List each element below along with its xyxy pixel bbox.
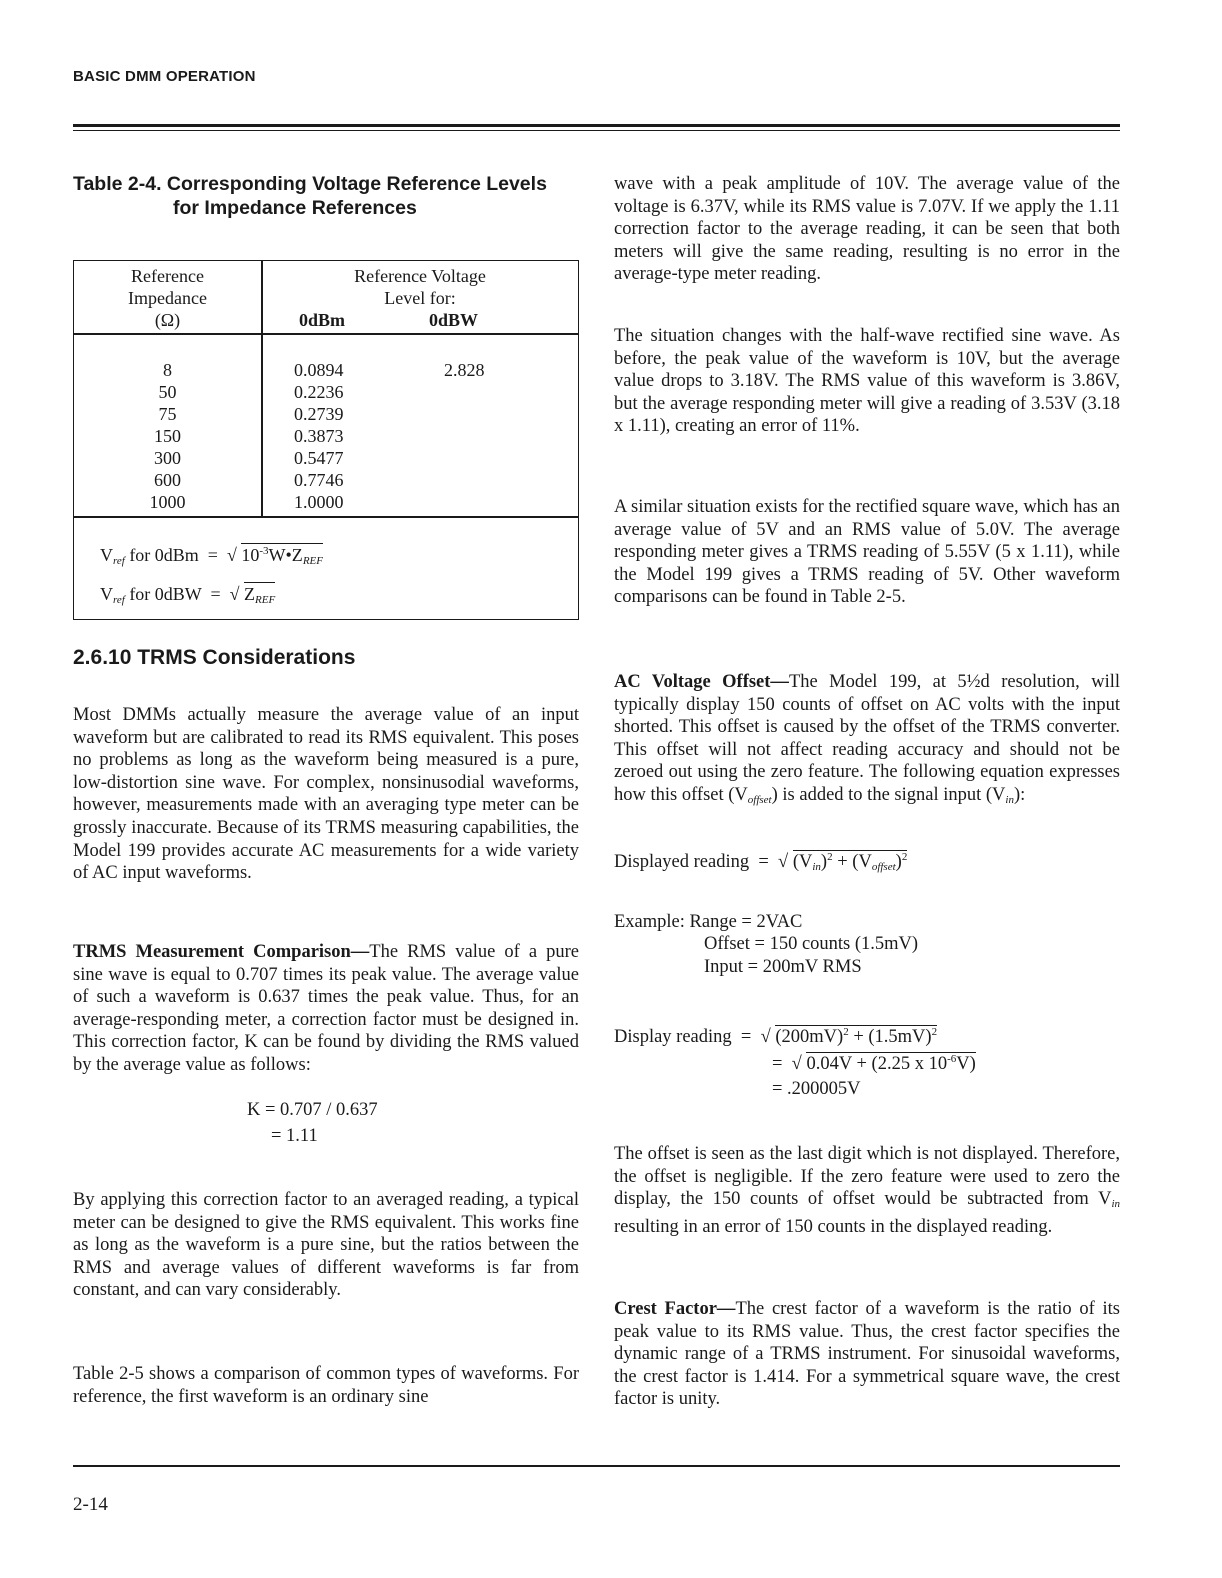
crest-factor-text: The crest factor of a waveform is the ratio of its peak value to its RMS value. Thus, the crest factor specifies the dynamic range of a TRMS instrument. For sinusoidal waveforms, the crest factor is 1.414. For a symmetrical square wave, the crest factor is unity. bbox=[614, 1299, 1120, 1410]
voltage-header bbox=[264, 265, 576, 309]
ac-offset-mid: ) is added to the signal input (V bbox=[771, 784, 1006, 805]
display-reading-radicand2 bbox=[806, 1052, 975, 1074]
formula2-v: V bbox=[100, 584, 113, 604]
ac-offset-end: ): bbox=[1013, 784, 1026, 805]
formula2-rad-sub: REF bbox=[255, 594, 276, 606]
running-header: BASIC DMM OPERATION bbox=[73, 68, 256, 85]
impedance-header-line2: Impedance bbox=[128, 288, 207, 308]
eq-a: (V bbox=[792, 852, 813, 872]
crest-factor-lead: Crest Factor— bbox=[614, 1299, 736, 1319]
disp-rad2: 0.04V + (2.25 x 10 bbox=[806, 1054, 948, 1074]
page-number: 2-14 bbox=[73, 1494, 108, 1515]
impedance-cell: 600 bbox=[154, 470, 181, 490]
table-column-divider bbox=[261, 261, 263, 516]
ac-offset-paragraph bbox=[614, 671, 1120, 812]
disp-rad2-exp: -6 bbox=[947, 1053, 957, 1065]
display-reading-label: Display reading = √ bbox=[614, 1027, 776, 1047]
offset-sub: offset bbox=[747, 793, 772, 806]
offset-result-end: resulting in an error of 150 counts in the displayed reading. bbox=[614, 1216, 1053, 1237]
crest-factor-paragraph bbox=[614, 1298, 1120, 1411]
k-result: = 1.11 bbox=[271, 1126, 318, 1146]
dbw-header: 0dBW bbox=[429, 310, 479, 330]
left-paragraph-4: Table 2-5 shows a comparison of common types of waveforms. For reference, the first waveform is an ordinary sine bbox=[73, 1364, 579, 1407]
dbm-cell: 1.0000 bbox=[294, 492, 344, 512]
formula2-rad: Z bbox=[244, 584, 256, 604]
table-title-line1: Table 2-4. Corresponding Voltage Reference Levels bbox=[73, 173, 547, 195]
formula2-radicand bbox=[244, 582, 275, 604]
impedance-cell: 8 bbox=[163, 360, 172, 380]
formula2-v-sub: ref bbox=[113, 594, 125, 606]
displayed-reading-equation bbox=[614, 846, 907, 879]
section-heading: 2.6.10 TRMS Considerations bbox=[73, 646, 356, 669]
formula1-rad-a: 10 bbox=[241, 545, 260, 565]
right-paragraph-offset-result bbox=[614, 1143, 1120, 1238]
ac-offset-lead: AC Voltage Offset— bbox=[614, 672, 789, 692]
table-title-line2: for Impedance References bbox=[173, 197, 417, 219]
impedance-cell: 1000 bbox=[149, 492, 186, 512]
disp-rad2-end: V) bbox=[956, 1054, 976, 1074]
dbm-cell: 0.2739 bbox=[294, 404, 344, 424]
dbm-cell: 0.7746 bbox=[294, 470, 344, 490]
table-header-divider bbox=[74, 333, 578, 335]
voltage-header-line2: Level for: bbox=[384, 288, 456, 308]
example-input: Input = 200mV RMS bbox=[704, 957, 862, 977]
displayed-reading-radicand: $(V_{in})^2 + (V_{offset})^2$ bbox=[792, 851, 908, 873]
eq-b: (V bbox=[852, 852, 872, 872]
impedance-cell: 50 bbox=[158, 382, 177, 402]
left-paragraph-2 bbox=[73, 941, 579, 1077]
dbm-header: 0dBm bbox=[299, 310, 346, 330]
footer-rule bbox=[73, 1465, 1120, 1467]
disp-rad1b: + (1.5mV) bbox=[848, 1027, 932, 1047]
trms-comparison-text: The RMS value of a pure sine wave is equal to 0.707 times its peak value. The average value of such a waveform is 0.637 times the peak value. Thus, for an average-responding meter, a correction factor must be designed in. This correction factor, K can be found by dividing the RMS valued by the average value as follows: bbox=[73, 942, 579, 1075]
dbm-cell: 0.5477 bbox=[294, 448, 344, 468]
table-formula-divider bbox=[74, 516, 578, 518]
trms-comparison-lead: TRMS Measurement Comparison— bbox=[73, 942, 370, 962]
formula1-rad-sub: REF bbox=[302, 555, 323, 567]
reference-levels-table bbox=[73, 260, 579, 620]
displayed-reading-label: Displayed reading = √ bbox=[614, 852, 793, 872]
formula1-rad-b: W•Z bbox=[268, 545, 303, 565]
impedance-cell: 75 bbox=[158, 404, 177, 424]
disp-rad1: (200mV) bbox=[775, 1027, 844, 1047]
impedance-header-line1: Reference bbox=[131, 266, 204, 286]
example-offset: Offset = 150 counts (1.5mV) bbox=[704, 934, 919, 954]
vref-dbm-formula bbox=[100, 540, 323, 572]
formula1-radicand bbox=[241, 543, 323, 565]
left-paragraph-3: By applying this correction factor to an averaged reading, a typical meter can be designed to give the RMS equivalent. This works fine as long as the waveform is a pure sine, but the ratios between the RMS and average values of different waveforms is far from constant, and can vary considerably. bbox=[73, 1190, 579, 1301]
eq-a-end: ) bbox=[820, 852, 828, 872]
impedance-header bbox=[74, 265, 261, 331]
formula1-mid: for 0dBm = √ bbox=[124, 545, 242, 565]
eq-a-sub: in bbox=[812, 861, 821, 873]
dbw-cell: 2.828 bbox=[444, 360, 485, 380]
eq-b-sub: offset bbox=[871, 861, 896, 873]
ac-offset-text: The Model 199, at 5½d resolution, will typically display 150 counts of offset on AC volts with the input shorted. This offset is caused by the offset of the TRMS converter. This offset will not affect reading accuracy and should not be zeroed out using the zero feature. The following equation expresses how this offset (V bbox=[614, 672, 1121, 805]
voltage-header-line1: Reference Voltage bbox=[354, 266, 486, 286]
formula1-rad-exp: -3 bbox=[259, 545, 269, 557]
formula1-v: V bbox=[100, 545, 113, 565]
impedance-cell: 300 bbox=[154, 448, 181, 468]
display-reading-radicand1: $(200mV)^2 + (1.5mV)^2$ bbox=[775, 1026, 938, 1047]
dbm-cell: 0.2236 bbox=[294, 382, 344, 402]
example-range: Example: Range = 2VAC bbox=[614, 912, 803, 932]
dbm-cell: 0.3873 bbox=[294, 426, 344, 446]
header-rule-thin bbox=[73, 130, 1120, 131]
impedance-header-unit: (Ω) bbox=[154, 310, 181, 330]
eq-plus: + bbox=[832, 852, 853, 872]
header-rule-thick bbox=[73, 124, 1120, 127]
formula1-v-sub: ref bbox=[113, 555, 125, 567]
left-paragraph-1: Most DMMs actually measure the average value of an input waveform but are calibrated to read its RMS equivalent. This poses no problems as long as the waveform being measured is a pure, low-distortion sine wave. For complex, nonsinusodial waveforms, however, measurements made with an averaging type meter can be grossly inaccurate. Because of its TRMS measuring capabilities, the Model 199 provides accurate AC measurements for a wide variety of AC input waveforms. bbox=[73, 705, 579, 884]
offset-result-sub: in bbox=[1111, 1198, 1120, 1211]
right-paragraph-2: The situation changes with the half-wave rectified sine wave. As before, the peak value of the waveform is 10V, but the average value drops to 3.18V. The RMS value of this waveform is 3.86V, but the average responding meter will give a reading of 3.53V (3.18 x 1.11), creating an error of 11%. bbox=[614, 326, 1120, 437]
display-reading-line3: = .200005V bbox=[772, 1079, 861, 1099]
display-reading-line1 bbox=[614, 1021, 937, 1049]
eq-b-end: ) bbox=[895, 852, 902, 872]
offset-result-text: The offset is seen as the last digit which is not displayed. Therefore, the offset is negligible. If the zero feature were used to zero the display, the 150 counts of offset would be subtracted from V bbox=[614, 1144, 1120, 1210]
right-paragraph-3: A similar situation exists for the rectified square wave, which has an average value of 5V and an RMS value of 5.0V. The average responding meter gives a TRMS reading of 5.55V (5 x 1.11), while the Model 199 gives a TRMS reading of 5V. Other waveform comparisons can be found in Table 2-5. bbox=[614, 497, 1120, 608]
dbm-cell: 0.0894 bbox=[294, 360, 344, 380]
disp-eq2: = √ bbox=[772, 1054, 807, 1074]
formula2-mid: for 0dBW = √ bbox=[124, 584, 245, 604]
in-sub: in bbox=[1005, 793, 1014, 806]
k-equation: K = 0.707 / 0.637 bbox=[247, 1100, 378, 1120]
right-paragraph-1: wave with a peak amplitude of 10V. The average value of the voltage is 6.37V, while its RMS value is 7.07V. If we apply the 1.11 correction factor to the average reading, it can be seen that both meters will give the same reading, resulting is no error in the average-type meter reading. bbox=[614, 174, 1120, 285]
display-reading-line2 bbox=[772, 1048, 976, 1076]
table-title bbox=[73, 172, 583, 220]
impedance-cell: 150 bbox=[154, 426, 181, 446]
vref-dbw-formula bbox=[100, 583, 275, 611]
